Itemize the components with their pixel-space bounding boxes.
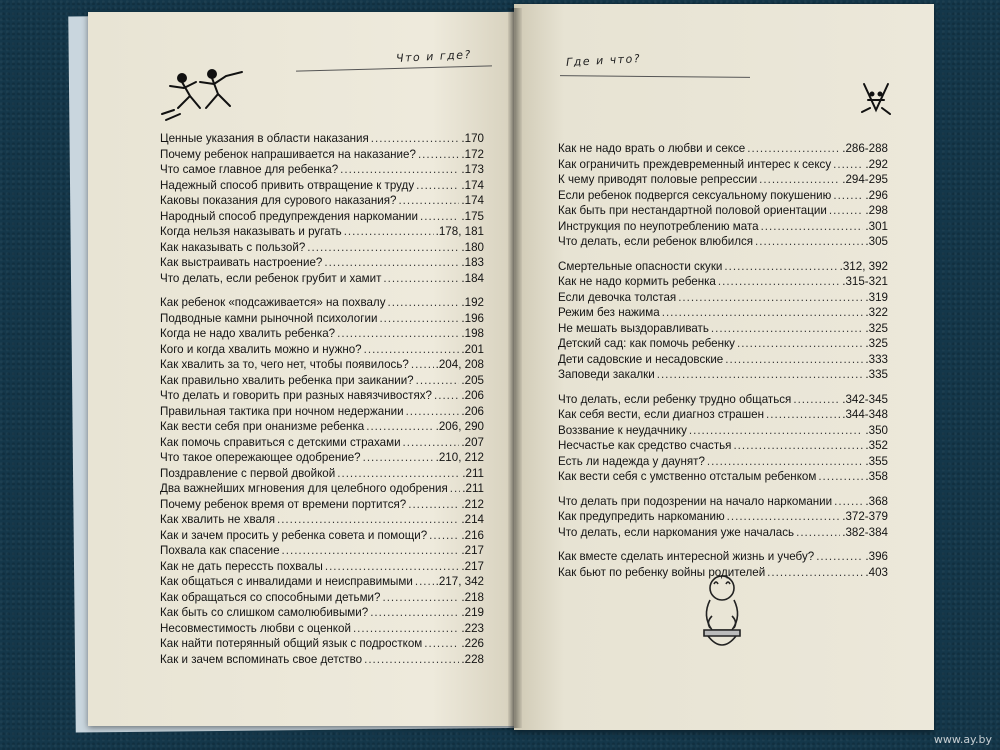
toc-entry xyxy=(558,393,888,409)
toc-entry-page: .174 xyxy=(461,194,484,207)
toc-entry-title: Как помочь справиться с детскими страхами xyxy=(160,435,401,449)
toc-entry-title: Подводные камни рыночной психологии xyxy=(160,311,378,325)
toc-entry-page: .210, 212 xyxy=(435,451,484,464)
toc-leader-dots xyxy=(727,510,841,523)
toc-entry-page: .211 xyxy=(462,482,484,495)
toc-leader-dots xyxy=(344,225,434,238)
toc-leader-dots xyxy=(337,467,460,480)
toc-entry-page: .175 xyxy=(461,209,484,223)
toc-entry-page: .174 xyxy=(461,178,484,192)
toc-entry xyxy=(558,235,888,251)
toc-leader-dots xyxy=(371,132,460,145)
toc-entry-title: К чему приводят половые репрессии xyxy=(558,173,758,186)
toc-entry-page: .298 xyxy=(865,204,888,217)
toc-leader-dots xyxy=(406,405,460,418)
toc-entry-page: .217 xyxy=(461,544,484,557)
toc-entry-page: .396 xyxy=(865,550,888,563)
toc-leader-dots xyxy=(755,235,863,248)
toc-leader-dots xyxy=(416,374,460,387)
toc-entry xyxy=(160,405,484,421)
toc-entry xyxy=(160,358,484,374)
toc-entry xyxy=(558,368,888,384)
toc-entry-page: .344-348 xyxy=(842,408,888,421)
toc-entry xyxy=(160,194,484,210)
toc-entry-page: .219 xyxy=(461,606,484,619)
toc-entry xyxy=(160,498,484,514)
toc-entry-page: .301 xyxy=(865,219,888,233)
toc-leader-dots xyxy=(277,513,459,526)
toc-entry xyxy=(160,591,484,607)
toc-entry-title: Как быть со слишком самолюбивыми? xyxy=(160,606,369,619)
toc-leader-dots xyxy=(282,544,460,557)
toc-entry-title: Как себя вести, если диагноз страшен xyxy=(558,408,765,421)
toc-entry-page: .319 xyxy=(865,290,888,304)
toc-leader-dots xyxy=(724,260,837,273)
toc-entry-page: .372-379 xyxy=(842,510,888,523)
toc-entry-title: Как правильно хвалить ребенка при заикании? xyxy=(160,373,414,387)
toc-leader-dots xyxy=(415,575,434,588)
toc-entry xyxy=(160,179,484,195)
right-table-of-contents xyxy=(558,142,888,590)
toc-leader-dots xyxy=(834,495,863,508)
toc-entry-title: Как хвалить не хваля xyxy=(160,513,275,526)
toc-leader-dots xyxy=(366,420,433,433)
toc-entry-page: .223 xyxy=(461,621,484,635)
toc-leader-dots xyxy=(711,322,864,335)
toc-leader-dots xyxy=(382,591,459,604)
toc-entry xyxy=(160,312,484,328)
toc-entry xyxy=(160,132,484,148)
toc-entry xyxy=(160,436,484,452)
toc-entry xyxy=(160,389,484,405)
toc-entry-page: .198 xyxy=(461,327,484,340)
toc-leader-dots xyxy=(379,312,459,325)
toc-entry-title: Инструкция по неупотреблению мата xyxy=(558,219,759,233)
toc-entry-page: .204, 208 xyxy=(435,358,484,371)
toc-group xyxy=(558,495,888,542)
toc-leader-dots xyxy=(761,220,864,233)
toc-entry-title: Воззвание к неудачнику xyxy=(558,423,687,437)
toc-entry-title: Как не надо врать о любви и сексе xyxy=(558,142,746,155)
toc-entry-page: .207 xyxy=(461,435,484,449)
toc-entry-title: Что делать и говорить при разных навязчивостях? xyxy=(160,389,432,402)
toc-entry-page: .403 xyxy=(865,565,888,579)
toc-leader-dots xyxy=(416,179,459,192)
toc-entry xyxy=(558,353,888,369)
toc-entry-title: Кого и когда хвалить можно и нужно? xyxy=(160,342,362,356)
toc-entry xyxy=(160,296,484,312)
toc-entry-title: Как вместе сделать интересной жизнь и учебу? xyxy=(558,550,815,563)
toc-entry-page: .228 xyxy=(461,652,484,666)
toc-entry-page: .358 xyxy=(865,470,888,483)
toc-leader-dots xyxy=(747,142,840,155)
toc-entry xyxy=(160,420,484,436)
toc-entry xyxy=(558,526,888,542)
toc-entry xyxy=(558,173,888,189)
toc-entry xyxy=(160,241,484,257)
toc-leader-dots xyxy=(337,327,459,340)
toc-entry-page: .172 xyxy=(461,147,484,161)
toc-entry-title: Что самое главное для ребенка? xyxy=(160,163,339,176)
toc-entry xyxy=(160,467,484,483)
toc-entry-page: .296 xyxy=(865,188,888,202)
toc-leader-dots xyxy=(363,451,434,464)
toc-entry-title: Детский сад: как помочь ребенку xyxy=(558,337,735,350)
toc-entry-title: Что делать, если наркомания уже началась xyxy=(558,525,795,539)
toc-group xyxy=(160,296,484,668)
toc-entry-page: .325 xyxy=(865,337,888,350)
toc-entry-title: Если ребенок подвергся сексуальному покушению xyxy=(558,188,832,202)
toc-leader-dots xyxy=(307,241,459,254)
toc-entry xyxy=(558,495,888,511)
toc-entry-title: Как хвалить за то, чего нет, чтобы появилось? xyxy=(160,358,409,371)
toc-entry-title: Как общаться с инвалидами и неисправимыми xyxy=(160,575,413,588)
toc-leader-dots xyxy=(364,653,459,666)
toc-entry-page: .292 xyxy=(865,157,888,171)
toc-entry-title: Смертельные опасности скуки xyxy=(558,259,723,273)
toc-entry-title: Как найти потерянный общий язык с подростком xyxy=(160,637,423,650)
toc-entry-title: Как вести себя с умственно отсталым ребенком xyxy=(558,470,817,483)
toc-entry-title: Как бьют по ребенку войны родителей xyxy=(558,565,766,579)
toc-entry-page: .211 xyxy=(462,466,484,480)
toc-entry-page: .183 xyxy=(461,256,484,269)
toc-leader-dots xyxy=(403,436,460,449)
toc-entry xyxy=(160,163,484,179)
toc-entry xyxy=(558,142,888,158)
toc-entry xyxy=(558,470,888,486)
toc-entry xyxy=(160,451,484,467)
toc-entry-title: Заповеди закалки xyxy=(558,368,655,381)
toc-entry-title: Поздравление с первой двойкой xyxy=(160,466,336,480)
toc-leader-dots xyxy=(818,470,863,483)
toc-entry-title: Как и зачем просить у ребенка совета и помощи? xyxy=(160,528,428,542)
toc-entry-page: .305 xyxy=(865,235,888,248)
left-running-header: Что и где? xyxy=(395,48,473,65)
toc-entry xyxy=(160,637,484,653)
toc-entry xyxy=(558,158,888,174)
toc-leader-dots xyxy=(725,353,863,366)
toc-entry-page: .342-345 xyxy=(842,392,888,406)
toc-group xyxy=(558,142,888,251)
toc-entry-title: Дети садовские и несадовские xyxy=(558,352,724,366)
toc-leader-dots xyxy=(398,194,459,207)
toc-entry-title: Похвала как спасение xyxy=(160,544,280,557)
toc-entry xyxy=(160,544,484,560)
toc-entry-page: .206 xyxy=(461,389,484,402)
toc-entry xyxy=(160,513,484,529)
toc-entry-page: .350 xyxy=(865,423,888,437)
toc-entry-title: Как выстраивать настроение? xyxy=(160,256,323,269)
toc-leader-dots xyxy=(689,424,864,437)
toc-entry-page: .201 xyxy=(461,342,484,356)
toc-leader-dots xyxy=(418,148,459,161)
toc-leader-dots xyxy=(833,189,863,202)
toc-entry-title: Что такое опережающее одобрение? xyxy=(160,451,361,464)
toc-entry xyxy=(160,560,484,576)
toc-entry xyxy=(160,272,484,288)
toc-entry xyxy=(160,482,484,498)
toc-entry-title: Как не надо кормить ребенка xyxy=(558,275,716,288)
toc-leader-dots xyxy=(718,275,840,288)
toc-leader-dots xyxy=(424,637,459,650)
toc-entry-page: .315-321 xyxy=(842,275,888,288)
toc-leader-dots xyxy=(324,256,459,269)
toc-entry-page: .335 xyxy=(865,368,888,381)
toc-leader-dots xyxy=(657,368,864,381)
toc-entry-title: Как наказывать с пользой? xyxy=(160,240,306,254)
toc-entry-page: .218 xyxy=(461,590,484,604)
toc-entry xyxy=(558,439,888,455)
creature-illustration xyxy=(858,78,894,118)
toc-entry-page: .322 xyxy=(865,306,888,319)
toc-entry-title: Несчастье как средство счастья xyxy=(558,439,732,452)
toc-entry-page: .178, 181 xyxy=(435,225,484,238)
left-table-of-contents xyxy=(160,132,484,677)
toc-entry-title: Что делать, если ребенок влюбился xyxy=(558,235,754,248)
toc-entry xyxy=(558,455,888,471)
toc-leader-dots xyxy=(411,358,434,371)
toc-entry xyxy=(558,550,888,566)
toc-entry-title: Что делать при подозрении на начало наркомании xyxy=(558,494,833,508)
right-running-header: Где и что? xyxy=(565,52,642,69)
toc-entry xyxy=(558,322,888,338)
toc-entry xyxy=(558,408,888,424)
toc-leader-dots xyxy=(364,343,460,356)
toc-entry-page: .352 xyxy=(865,439,888,452)
toc-leader-dots xyxy=(816,550,863,563)
toc-leader-dots xyxy=(429,529,459,542)
toc-entry-title: Если девочка толстая xyxy=(558,290,677,304)
toc-entry xyxy=(160,575,484,591)
toc-entry-page: .206 xyxy=(461,404,484,418)
toc-entry xyxy=(160,622,484,638)
toc-entry-title: Есть ли надежда у даунят? xyxy=(558,454,705,468)
toc-group xyxy=(558,550,888,581)
toc-leader-dots xyxy=(370,606,459,619)
toc-entry-page: .206, 290 xyxy=(435,420,484,433)
toc-entry xyxy=(160,343,484,359)
toc-leader-dots xyxy=(388,296,460,309)
toc-entry xyxy=(160,327,484,343)
toc-leader-dots xyxy=(340,163,459,176)
toc-entry-title: Два важнейших мгновения для целебного одобрения xyxy=(160,482,448,495)
toc-entry xyxy=(558,510,888,526)
toc-leader-dots xyxy=(408,498,459,511)
toc-entry-page: .325 xyxy=(865,321,888,335)
toc-entry xyxy=(160,653,484,669)
watermark: www.ay.by xyxy=(933,733,992,746)
toc-entry-page: .294-295 xyxy=(842,173,888,186)
toc-entry-page: .312, 392 xyxy=(839,259,888,273)
toc-entry-title: Как обращаться со способными детьми? xyxy=(160,590,381,604)
toc-entry-page: .216 xyxy=(461,528,484,542)
toc-entry-title: Как вести себя при онанизме ребенка xyxy=(160,420,365,433)
toc-entry xyxy=(160,256,484,272)
toc-group xyxy=(160,132,484,287)
toc-leader-dots xyxy=(833,158,863,171)
book-gutter xyxy=(508,8,522,728)
toc-entry-page: .192 xyxy=(461,296,484,309)
toc-entry xyxy=(558,291,888,307)
toc-entry xyxy=(558,337,888,353)
toc-entry xyxy=(558,220,888,236)
toc-entry-title: Почему ребенок напрашивается на наказание? xyxy=(160,147,416,161)
toc-entry xyxy=(160,606,484,622)
toc-entry-title: Как не дать перессть похвалы xyxy=(160,559,323,573)
toc-leader-dots xyxy=(420,210,459,223)
toc-entry-page: .217, 342 xyxy=(435,575,484,588)
toc-entry-page: .173 xyxy=(461,163,484,176)
toc-leader-dots xyxy=(678,291,863,304)
toc-entry-page: .217 xyxy=(461,559,484,573)
toc-entry xyxy=(160,210,484,226)
toc-entry-page: .333 xyxy=(865,352,888,366)
toc-entry-title: Когда нельзя наказывать и ругать xyxy=(160,225,342,238)
toc-leader-dots xyxy=(325,560,460,573)
toc-leader-dots xyxy=(434,389,459,402)
toc-entry-title: Почему ребенок время от времени портится? xyxy=(160,497,407,511)
toc-entry-title: Надежный способ привить отвращение к труду xyxy=(160,178,415,192)
toc-entry-page: .184 xyxy=(461,271,484,285)
toc-entry xyxy=(160,225,484,241)
toc-entry-page: .355 xyxy=(865,454,888,468)
toc-leader-dots xyxy=(353,622,459,635)
toc-leader-dots xyxy=(766,408,840,421)
running-figures-illustration xyxy=(160,64,250,124)
toc-entry-title: Как ограничить преждевременный интерес к сексу xyxy=(558,157,832,171)
toc-leader-dots xyxy=(450,482,461,495)
toc-entry-page: .214 xyxy=(461,513,484,526)
toc-entry-page: .382-384 xyxy=(842,525,888,539)
toc-leader-dots xyxy=(796,526,840,539)
toc-leader-dots xyxy=(383,272,459,285)
toc-entry-page: .286-288 xyxy=(842,142,888,155)
toc-entry-title: Что делать, если ребенок грубит и хамит xyxy=(160,271,382,285)
toc-entry-title: Что делать, если ребенку трудно общаться xyxy=(558,392,792,406)
toc-entry-page: .205 xyxy=(461,373,484,387)
toc-entry xyxy=(558,306,888,322)
toc-entry-page: .170 xyxy=(461,132,484,145)
toc-leader-dots xyxy=(662,306,864,319)
toc-leader-dots xyxy=(707,455,864,468)
toc-entry-page: .180 xyxy=(461,240,484,254)
toc-entry xyxy=(160,529,484,545)
toc-entry-title: Как предупредить наркоманию xyxy=(558,510,725,523)
toc-leader-dots xyxy=(733,439,863,452)
toc-leader-dots xyxy=(767,566,863,579)
toc-entry-title: Не мешать выздоравливать xyxy=(558,321,709,335)
toc-leader-dots xyxy=(737,337,863,350)
toc-entry-title: Несовместимость любви с оценкой xyxy=(160,621,351,635)
toc-entry-title: Когда не надо хвалить ребенка? xyxy=(160,327,336,340)
toc-entry-page: .226 xyxy=(461,637,484,650)
toc-entry-title: Как и зачем вспоминать свое детство xyxy=(160,652,363,666)
toc-entry xyxy=(160,374,484,390)
toc-entry-page: .368 xyxy=(865,494,888,508)
toc-entry xyxy=(160,148,484,164)
toc-entry-title: Каковы показания для сурового наказания? xyxy=(160,194,397,207)
toc-entry xyxy=(558,275,888,291)
toc-entry-title: Режим без нажима xyxy=(558,306,660,319)
toc-entry xyxy=(558,204,888,220)
toc-entry xyxy=(558,424,888,440)
toc-entry xyxy=(558,189,888,205)
toc-entry-title: Народный способ предупреждения наркомании xyxy=(160,209,419,223)
toc-leader-dots xyxy=(829,204,864,217)
toc-entry-title: Ценные указания в области наказания xyxy=(160,132,369,145)
toc-entry-page: .196 xyxy=(461,311,484,325)
toc-entry xyxy=(558,260,888,276)
toc-leader-dots xyxy=(759,173,840,186)
toc-entry-title: Как быть при нестандартной половой ориентации xyxy=(558,204,827,217)
toc-entry-page: .212 xyxy=(461,497,484,511)
toc-group xyxy=(558,260,888,384)
toc-leader-dots xyxy=(793,393,840,406)
toc-entry xyxy=(558,566,888,582)
toc-entry-title: Правильная тактика при ночном недержании xyxy=(160,404,404,418)
toc-entry-title: Как ребенок «подсаживается» на похвалу xyxy=(160,296,386,309)
toc-group xyxy=(558,393,888,486)
